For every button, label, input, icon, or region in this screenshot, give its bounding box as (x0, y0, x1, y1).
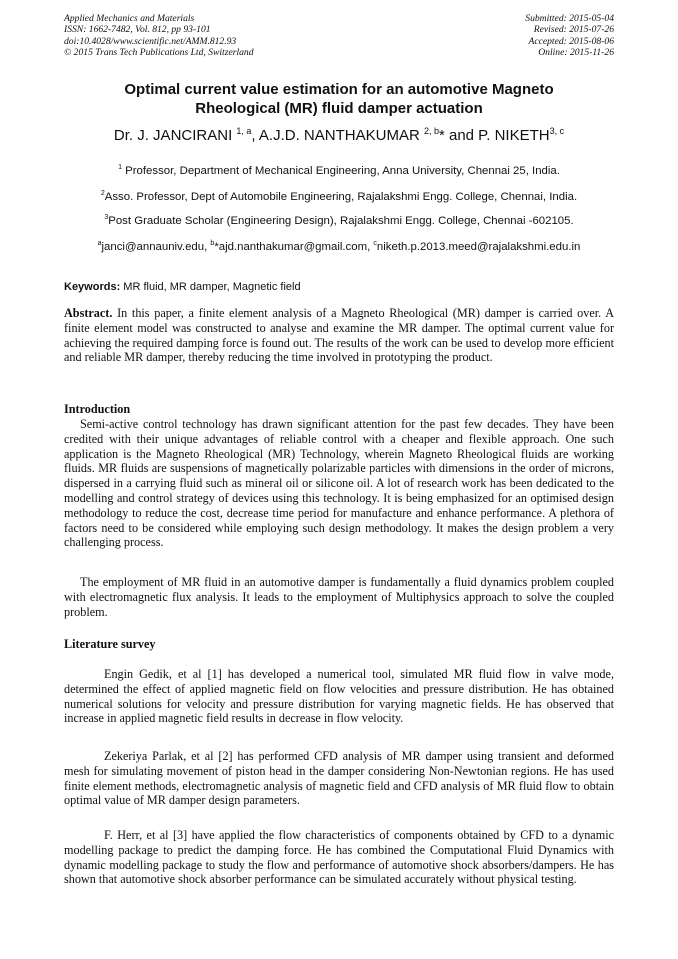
email-line (64, 240, 614, 254)
keywords-text: MR fluid, MR damper, Magnetic field (120, 281, 301, 293)
introduction-paragraph-2: The employment of MR fluid in an automotive damper is fundamentally a fluid dynamics problem coupled with electromagnetic flux analysis. It leads to the employment of Multiphysics approach to solve the coupled problem. (64, 575, 614, 619)
email-c-link[interactable]: niketh.p.2013.meed@rajalakshmi.edu.in (376, 241, 581, 253)
author-1-sup: 1, a (236, 126, 252, 136)
copyright-line: © 2015 Trans Tech Publications Ltd, Switzerland (64, 47, 254, 59)
author-list (64, 127, 614, 145)
accepted-date: Accepted: 2015-08-06 (528, 35, 614, 47)
keywords-label: Keywords: (64, 281, 121, 293)
affiliation-3-text: Post Graduate Scholar (Engineering Design), Rajalakshmi Engg. College, Chennai -602105. (108, 215, 574, 227)
abstract-label: Abstract. (64, 306, 113, 320)
keywords-line (64, 280, 614, 294)
affiliation-2-sup: 2 (100, 190, 105, 198)
author-1-name: Dr. J. JANCIRANI (113, 127, 237, 144)
doi-line: doi:10.4028/www.scientific.net/AMM.812.93 (64, 35, 237, 47)
title-line-2: Rheological (MR) fluid damper actuation (195, 100, 483, 117)
email-a-link[interactable]: janci@annauniv.edu, (101, 241, 211, 253)
affiliation-2-text: Asso. Professor, Dept of Automobile Engineering, Rajalakshmi Engg. College, Chennai, India. (104, 191, 578, 203)
author-2-sup: 2, b (423, 126, 439, 136)
submitted-date: Submitted: 2015-05-04 (525, 13, 614, 24)
author-3-sup: 3, c (549, 126, 565, 136)
journal-info (64, 13, 254, 59)
literature-survey-heading: Literature survey (64, 637, 156, 651)
affiliation-1 (64, 164, 614, 178)
literature-paragraph-2: Zekeriya Parlak, et al [2] has performed CFD analysis of MR damper using transient and deformed mesh for simulating movement of piston head in the damper considering Non-Newtonian regions. He has used finite element methods, electromagnetic analysis of magnetic field and CFD analysis of MR fluid flow to obtain optimal value of MR damper design parameters. (64, 749, 614, 808)
affiliation-3 (64, 214, 614, 228)
author-2-name: , A.J.D. NANTHAKUMAR (251, 127, 424, 144)
introduction-heading: Introduction (64, 402, 131, 416)
submission-dates (525, 13, 614, 59)
literature-paragraph-3: F. Herr, et al [3] have applied the flow characteristics of components obtained by CFD to a dynamic modelling package to predict the damping force. He has combined the Computational Fluid Dynamics with dynamic modelling package to study the flow and performance of automotive shock absorbers/dampers. He has shown that automotive shock absorber performance can be simulated accurately without physical testing. (64, 828, 614, 887)
online-date: Online: 2015-11-26 (538, 47, 614, 59)
email-a-sup: a (97, 240, 102, 248)
abstract-paragraph (64, 306, 614, 365)
email-b-link[interactable]: *ajd.nanthakumar@gmail.com, (214, 241, 374, 253)
paper-title (64, 80, 614, 118)
email-b-sup: b (210, 240, 215, 248)
literature-paragraph-1: Engin Gedik, et al [1] has developed a numerical tool, simulated MR fluid flow in valve mode, determined the effect of applied magnetic field on flow velocities and pressure distribution. He has obtained numerical solutions for velocity and pressure distribution for varying magnetic fields. He has observed that increase in applied magnetic field results in decrease in flow velocity. (64, 667, 614, 726)
abstract-text: In this paper, a finite element analysis of a Magneto Rheological (MR) damper is carried over. A finite element model was constructed to analyse and examine the MR damper. The optimal current value for achieving the required damping force is found out. The results of the work can be used to develop more efficient and reliable MR damper, thereby reducing the time involved in prototyping the product. (64, 306, 614, 365)
revised-date: Revised: 2015-07-26 (533, 24, 614, 36)
journal-name: Applied Mechanics and Materials (64, 13, 195, 24)
affiliation-1-sup: 1 (118, 164, 122, 172)
issn-line: ISSN: 1662-7482, Vol. 812, pp 93-101 (64, 24, 211, 36)
affiliation-1-text: Professor, Department of Mechanical Engineering, Anna University, Chennai 25, India. (121, 165, 560, 177)
introduction-paragraph-1: Semi-active control technology has drawn significant attention for the past few decades. They have been credited with their unique advantages of reliable control with a cheaper and flexible approach. One such application is the Magneto Rheological (MR) Technology, wherein Magneto Rheological fluids are working fluids. MR fluids are suspensions of magnetically polarizable particles with dimensions in the order of microns, dispersed in a carrying fluid such as mineral oil or silicone oil. A lot of research work has been dedicated to the modelling and control strategy of devices using this technology. It is being emphasized for an optimised design methodology to reduce the cost, decrease time period for manufacture and enhance performance. A plethora of factors need to be considered while employing such design methodology. It makes the design problem a very challenging process. (64, 417, 614, 550)
title-line-1: Optimal current value estimation for an automotive Magneto (124, 81, 554, 98)
email-c-sup: c (373, 240, 377, 248)
affiliation-3-sup: 3 (104, 214, 109, 222)
author-3-name: * and P. NIKETH (438, 127, 550, 144)
affiliation-2 (64, 190, 614, 204)
